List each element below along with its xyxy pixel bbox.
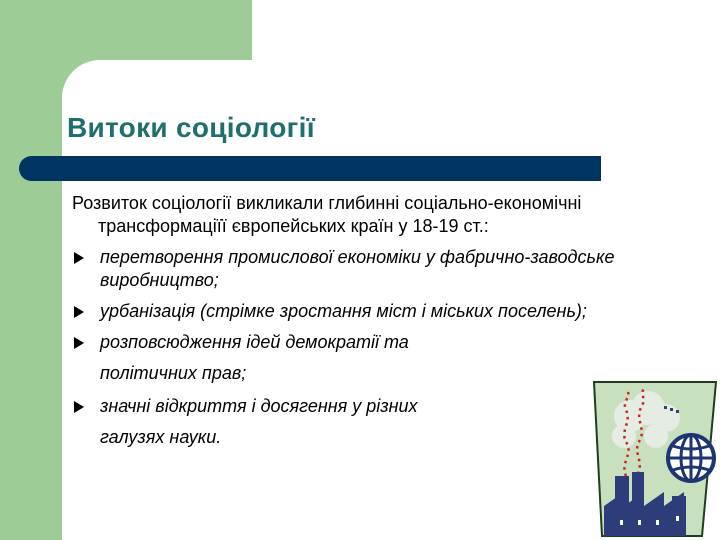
arrow-bullet-icon: [74, 337, 84, 349]
arrow-bullet-icon: [74, 252, 84, 264]
bullet-text: урбанізація (стрімке зростання міст і міських поселень);: [100, 301, 587, 321]
bullet-text: значні відкриття і досягення у різних: [100, 396, 418, 416]
slide-body: [72, 192, 672, 459]
arrow-bullet-icon: [74, 401, 84, 413]
arrow-bullet-icon: [74, 306, 84, 318]
bullet-continuation: політичних прав;: [100, 363, 247, 383]
bullet-text: розповсюдження ідей демократії та: [100, 332, 409, 352]
bullet-item: [72, 395, 672, 418]
intro-text: Розвиток соціології викликали глибинні соціально-економічні трансформаціїї європейських країн у 18-19 ст.:: [72, 193, 582, 236]
bullet-text: перетворення промислової економіки у фабрично-заводське виробництво;: [100, 247, 615, 290]
slide-title: Витоки соціології: [67, 112, 315, 143]
bullet-continuation: галузях науки.: [100, 427, 222, 447]
factory-globe-icon: [590, 380, 720, 538]
bullet-item: [72, 246, 672, 292]
bullet-item: [72, 331, 672, 354]
title-underline-bar: [19, 156, 601, 181]
decor-green-left: [0, 0, 62, 540]
bullet-item: [72, 300, 672, 323]
